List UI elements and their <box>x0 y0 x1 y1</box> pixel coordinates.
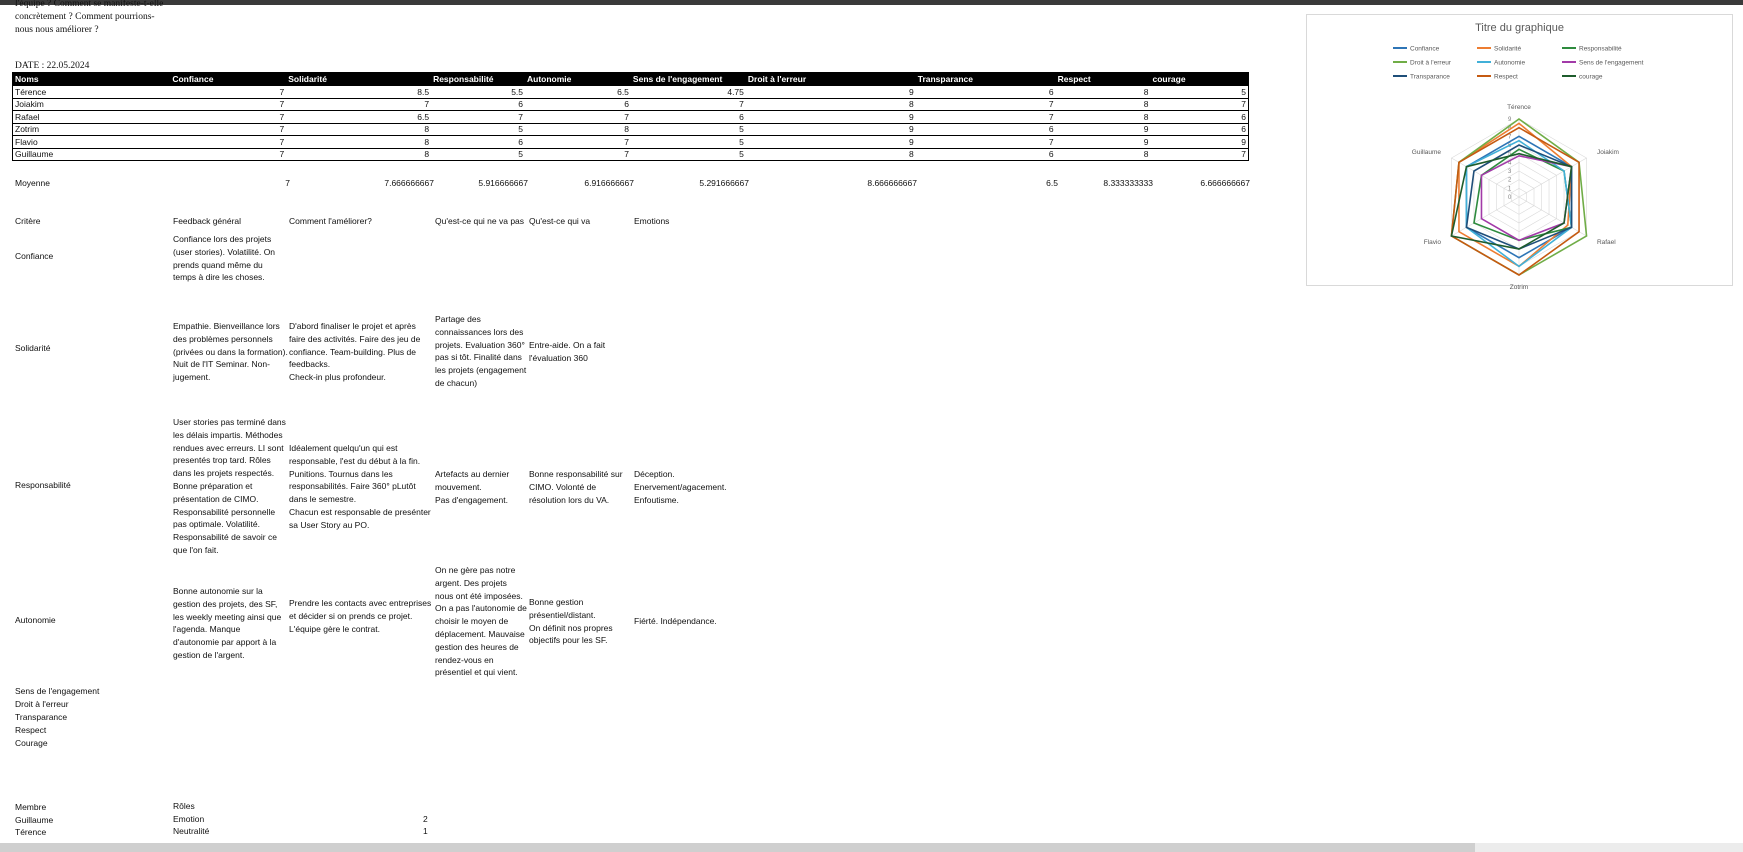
horizontal-scrollbar[interactable] <box>0 843 1475 852</box>
cell-value[interactable]: 5 <box>1151 86 1249 99</box>
header-ameliorer[interactable]: Comment l'améliorer? <box>289 216 372 226</box>
criterion-autonomie[interactable]: Autonomie <box>15 615 56 625</box>
cell-value[interactable]: 7 <box>916 111 1056 124</box>
roles-count[interactable]: 1 <box>423 826 428 836</box>
legend-label: Sens de l'engagement <box>1579 59 1644 67</box>
table-row <box>13 111 1249 124</box>
roles-member-name[interactable]: Térence <box>15 827 47 837</box>
cell-name[interactable]: Joiakim <box>13 98 171 111</box>
table-row <box>13 136 1249 149</box>
cell-value[interactable]: 5 <box>431 148 525 161</box>
category-label: Joiakim <box>1596 149 1619 156</box>
average-row <box>15 178 1250 190</box>
cell-name[interactable]: Zotrim <box>13 123 171 136</box>
radar-chart-svg <box>1307 15 1732 291</box>
roles-count[interactable]: 2 <box>423 814 428 824</box>
feedback-responsabilite-ne-va-pas[interactable]: Artefacts au dernier mouvement. Pas d'engagement. <box>435 469 510 505</box>
cell-value[interactable]: 7 <box>525 111 631 124</box>
cell-value[interactable]: 6 <box>916 148 1056 161</box>
header-droit-erreur: Droit à l'erreur <box>746 73 916 86</box>
feedback-autonomie-ameliorer[interactable]: Prendre les contacts avec entreprises et décider si on prends ce projet. L'équipe gère le contrat. <box>289 598 432 634</box>
cell-value[interactable]: 7 <box>170 136 286 149</box>
criterion-responsabilite[interactable]: Responsabilité <box>15 480 71 490</box>
cell-value[interactable]: 6.5 <box>525 86 631 99</box>
cell-value[interactable]: 5.5 <box>431 86 525 99</box>
cell-value[interactable]: 9 <box>1056 123 1151 136</box>
legend-label: Transparance <box>1410 73 1450 81</box>
cell-value[interactable]: 7 <box>170 123 286 136</box>
header-solidarite: Solidarité <box>286 73 431 86</box>
cell-value[interactable]: 6 <box>1151 123 1249 136</box>
header-va[interactable]: Qu'est-ce qui va <box>529 216 591 226</box>
axis-tick-label: 8 <box>1508 125 1512 132</box>
header-noms: Noms <box>13 73 171 86</box>
chart-title: Titre du graphique <box>1475 22 1564 34</box>
axis-tick-label: 4 <box>1508 160 1512 167</box>
legend-label: Confiance <box>1410 45 1440 53</box>
cell-value[interactable]: 7 <box>170 111 286 124</box>
cell-value[interactable]: 5 <box>431 123 525 136</box>
cell-value[interactable]: 7 <box>1151 98 1249 111</box>
cell-value[interactable]: 8 <box>525 123 631 136</box>
table-row <box>13 148 1249 161</box>
cell-value[interactable]: 7 <box>431 111 525 124</box>
cell-value[interactable]: 8 <box>1056 86 1151 99</box>
cell-name[interactable]: Guillaume <box>13 148 171 161</box>
cell-value[interactable]: 7 <box>525 148 631 161</box>
header-engagement: Sens de l'engagement <box>631 73 746 86</box>
cell-value[interactable]: 7 <box>916 98 1056 111</box>
header-ne-va-pas[interactable]: Qu'est-ce qui ne va pas <box>435 216 525 226</box>
top-border <box>0 0 1743 5</box>
cell-value[interactable]: 7 <box>916 136 1056 149</box>
cell-name[interactable]: Flavio <box>13 136 171 149</box>
cell-value[interactable]: 7 <box>1151 148 1249 161</box>
cell-value[interactable]: 9 <box>746 86 916 99</box>
cell-value[interactable]: 8.5 <box>286 86 431 99</box>
cell-value[interactable]: 6 <box>431 136 525 149</box>
axis-tick-label: 7 <box>1508 134 1512 141</box>
scrollbar-track[interactable] <box>1475 843 1743 852</box>
cell-value[interactable]: 9 <box>1056 136 1151 149</box>
roles-member-name[interactable]: Guillaume <box>15 815 54 825</box>
cell-value[interactable]: 8 <box>1056 111 1151 124</box>
cell-value[interactable]: 8 <box>1056 148 1151 161</box>
cell-value[interactable]: 5 <box>631 148 746 161</box>
feedback-autonomie-emotions[interactable]: Fiérté. Indépendance. <box>634 616 717 626</box>
cell-value[interactable]: 8 <box>746 148 916 161</box>
cell-value[interactable]: 9 <box>746 123 916 136</box>
cell-value[interactable]: 6 <box>1151 111 1249 124</box>
cell-value[interactable]: 9 <box>746 111 916 124</box>
category-label: Zotrim <box>1509 284 1529 291</box>
criterion-courage[interactable]: Courage <box>15 738 48 748</box>
header-emotions[interactable]: Emotions <box>634 216 670 226</box>
legend-label: Autonomie <box>1494 59 1526 67</box>
criterion-solidarite[interactable]: Solidarité <box>15 343 51 353</box>
average-solidarite[interactable]: 7.666666667 <box>384 178 434 188</box>
legend-label: Respect <box>1494 73 1518 81</box>
axis-tick-label: 3 <box>1508 169 1512 175</box>
header-courage: courage <box>1151 73 1249 86</box>
legend-label: Solidarité <box>1494 45 1522 53</box>
cell-value[interactable]: 4.75 <box>631 86 746 99</box>
legend-label: courage <box>1579 73 1603 81</box>
table-row <box>13 98 1249 111</box>
cell-value[interactable]: 5 <box>631 123 746 136</box>
criterion-respect[interactable]: Respect <box>15 725 47 735</box>
cell-value[interactable]: 7 <box>286 98 431 111</box>
category-label: Térence <box>1507 104 1531 111</box>
feedback-autonomie-ne-va-pas[interactable]: On ne gère pas notre argent. Des projets nous ont été imposées. On a pas l'autonomie de choisir le moyen de déplacement. Mauvaise gestion des heures de rendez-vous en présentiel et qui vient. <box>435 565 527 678</box>
axis-tick-label: 5 <box>1508 151 1512 158</box>
header-respect: Respect <box>1056 73 1151 86</box>
table-row <box>13 123 1249 136</box>
cell-value[interactable]: 6 <box>916 86 1056 99</box>
feedback-solidarite-general[interactable]: Empathie. Bienveillance lors des problèmes personnels (privées ou dans la formation). Nuit de l'IT Seminar. Non-jugement. <box>173 321 288 383</box>
feedback-solidarite-va[interactable]: Entre-aide. On a fait l'évaluation 360 <box>529 340 606 363</box>
feedback-autonomie-general[interactable]: Bonne autonomie sur la gestion des projets, des SF, les weekly meeting ainsi que l'agenda. Manque d'autonomie par apport à la gestion de l'argent. <box>173 586 282 660</box>
cell-value[interactable]: 6 <box>525 98 631 111</box>
average-responsabilite[interactable]: 5.916666667 <box>478 178 528 188</box>
cell-value[interactable]: 8 <box>286 123 431 136</box>
cell-value[interactable]: 6 <box>431 98 525 111</box>
axis-tick-label: 9 <box>1508 117 1512 123</box>
legend-label: Responsabilité <box>1579 45 1622 53</box>
cell-value[interactable]: 6 <box>631 111 746 124</box>
cell-value[interactable]: 8 <box>746 98 916 111</box>
feedback-solidarite-ne-va-pas[interactable]: Partage des connaissances lors des projets. Evaluation 360° pas si tôt. Finalité dans les projets (engagement de chacun) <box>435 314 527 388</box>
average-droit-erreur[interactable]: 8.666666667 <box>867 178 917 188</box>
cell-value[interactable]: 7 <box>170 148 286 161</box>
header-transparance: Transparance <box>916 73 1056 86</box>
legend-label: Droit à l'erreur <box>1410 59 1451 67</box>
cell-value[interactable]: 9 <box>1151 136 1249 149</box>
cell-value[interactable]: 8 <box>286 148 431 161</box>
cell-value[interactable]: 7 <box>631 98 746 111</box>
category-label: Rafael <box>1596 239 1616 246</box>
average-courage[interactable]: 6.666666667 <box>1200 178 1250 188</box>
category-label: Flavio <box>1423 239 1442 246</box>
average-transparance[interactable]: 6.5 <box>1046 178 1058 188</box>
average-respect[interactable]: 8.333333333 <box>1103 178 1153 188</box>
axis-tick-label: 1 <box>1508 186 1512 193</box>
cell-value[interactable]: 6.5 <box>286 111 431 124</box>
cell-value[interactable]: 7 <box>525 136 631 149</box>
category-label: Guillaume <box>1411 149 1442 156</box>
header-confiance: Confiance <box>170 73 286 86</box>
cell-value[interactable]: 9 <box>746 136 916 149</box>
intro-question-text: l'équipe ? Comment se manifeste-t-elle concrètement ? Comment pourrions-nous nous améliorer ? <box>15 0 164 35</box>
header-autonomie: Autonomie <box>525 73 631 86</box>
cell-value[interactable]: 5 <box>631 136 746 149</box>
average-engagement[interactable]: 5.291666667 <box>699 178 749 188</box>
feedback-confiance-general[interactable]: Confiance lors des projets (user stories). Volatilité. On prends quand même du temps à dire les choses. <box>173 234 276 283</box>
header-responsabilite: Responsabilité <box>431 73 525 86</box>
feedback-responsabilite-va[interactable]: Bonne responsabilité sur CIMO. Volonté de résolution lors du VA. <box>529 469 623 505</box>
feedback-responsabilite-general[interactable]: User stories pas terminé dans les délais impartis. Méthodes rendues avec erreurs. LI sont presentés trop tard. Rôles dans les projets respectés. Bonne préparation et présentation de CIMO. Responsabilité personnelle pas optimale. Volatilité. Responsabilité de savoir ce que l'on fait. <box>173 417 286 555</box>
radar-chart[interactable] <box>1306 14 1733 291</box>
cell-value[interactable]: 8 <box>286 136 431 149</box>
criterion-engagement[interactable]: Sens de l'engagement <box>15 686 100 696</box>
feedback-autonomie-va[interactable]: Bonne gestion présentiel/distant. On définit nos propres objectifs pour les SF. <box>529 597 613 646</box>
scores-table <box>12 72 1249 161</box>
feedback-solidarite-ameliorer[interactable]: D'abord finaliser le projet et après faire des activités. Faire des jeu de confiance. Team-building. Plus de feedbacks. Check-in plus profondeur. <box>289 321 421 383</box>
average-label[interactable]: Moyenne <box>15 178 50 188</box>
cell-name[interactable]: Rafael <box>13 111 171 124</box>
scores-header-row <box>13 73 1249 86</box>
criterion-droit-erreur[interactable]: Droit à l'erreur <box>15 699 69 709</box>
axis-tick-label: 0 <box>1508 195 1512 201</box>
roles-role[interactable]: Neutralité <box>173 826 210 836</box>
roles-role[interactable]: Emotion <box>173 814 205 824</box>
cell-name[interactable]: Térence <box>13 86 171 99</box>
average-confiance[interactable]: 7 <box>285 178 290 188</box>
criterion-confiance[interactable]: Confiance <box>15 251 54 261</box>
average-autonomie[interactable]: 6.916666667 <box>584 178 634 188</box>
table-row <box>13 86 1249 99</box>
axis-tick-label: 6 <box>1508 143 1512 149</box>
cell-value[interactable]: 7 <box>170 86 286 99</box>
header-feedback-general[interactable]: Feedback général <box>173 216 242 226</box>
criterion-transparance[interactable]: Transparance <box>15 712 68 722</box>
grid-spoke <box>1451 197 1519 236</box>
cell-value[interactable]: 7 <box>170 98 286 111</box>
feedback-responsabilite-ameliorer[interactable]: Idéalement quelqu'un qui est responsable, l'est du début à la fin. Punitions. Tournus dans les responsabilités. Faire 360° pLutôt dans le semestre. Chacun est responsable de presénter sa User Story au PO. <box>289 443 431 530</box>
cell-value[interactable]: 6 <box>916 123 1056 136</box>
roles-header-roles[interactable]: Rôles <box>173 801 195 811</box>
header-critere[interactable]: Critère <box>15 216 41 226</box>
axis-tick-label: 2 <box>1508 177 1512 184</box>
feedback-responsabilite-emotions[interactable]: Déception. Enervement/agacement. Enfoutisme. <box>634 469 727 505</box>
roles-header-membre[interactable]: Membre <box>15 802 47 812</box>
cell-value[interactable]: 8 <box>1056 98 1151 111</box>
date-label: DATE : 22.05.2024 <box>15 61 90 71</box>
